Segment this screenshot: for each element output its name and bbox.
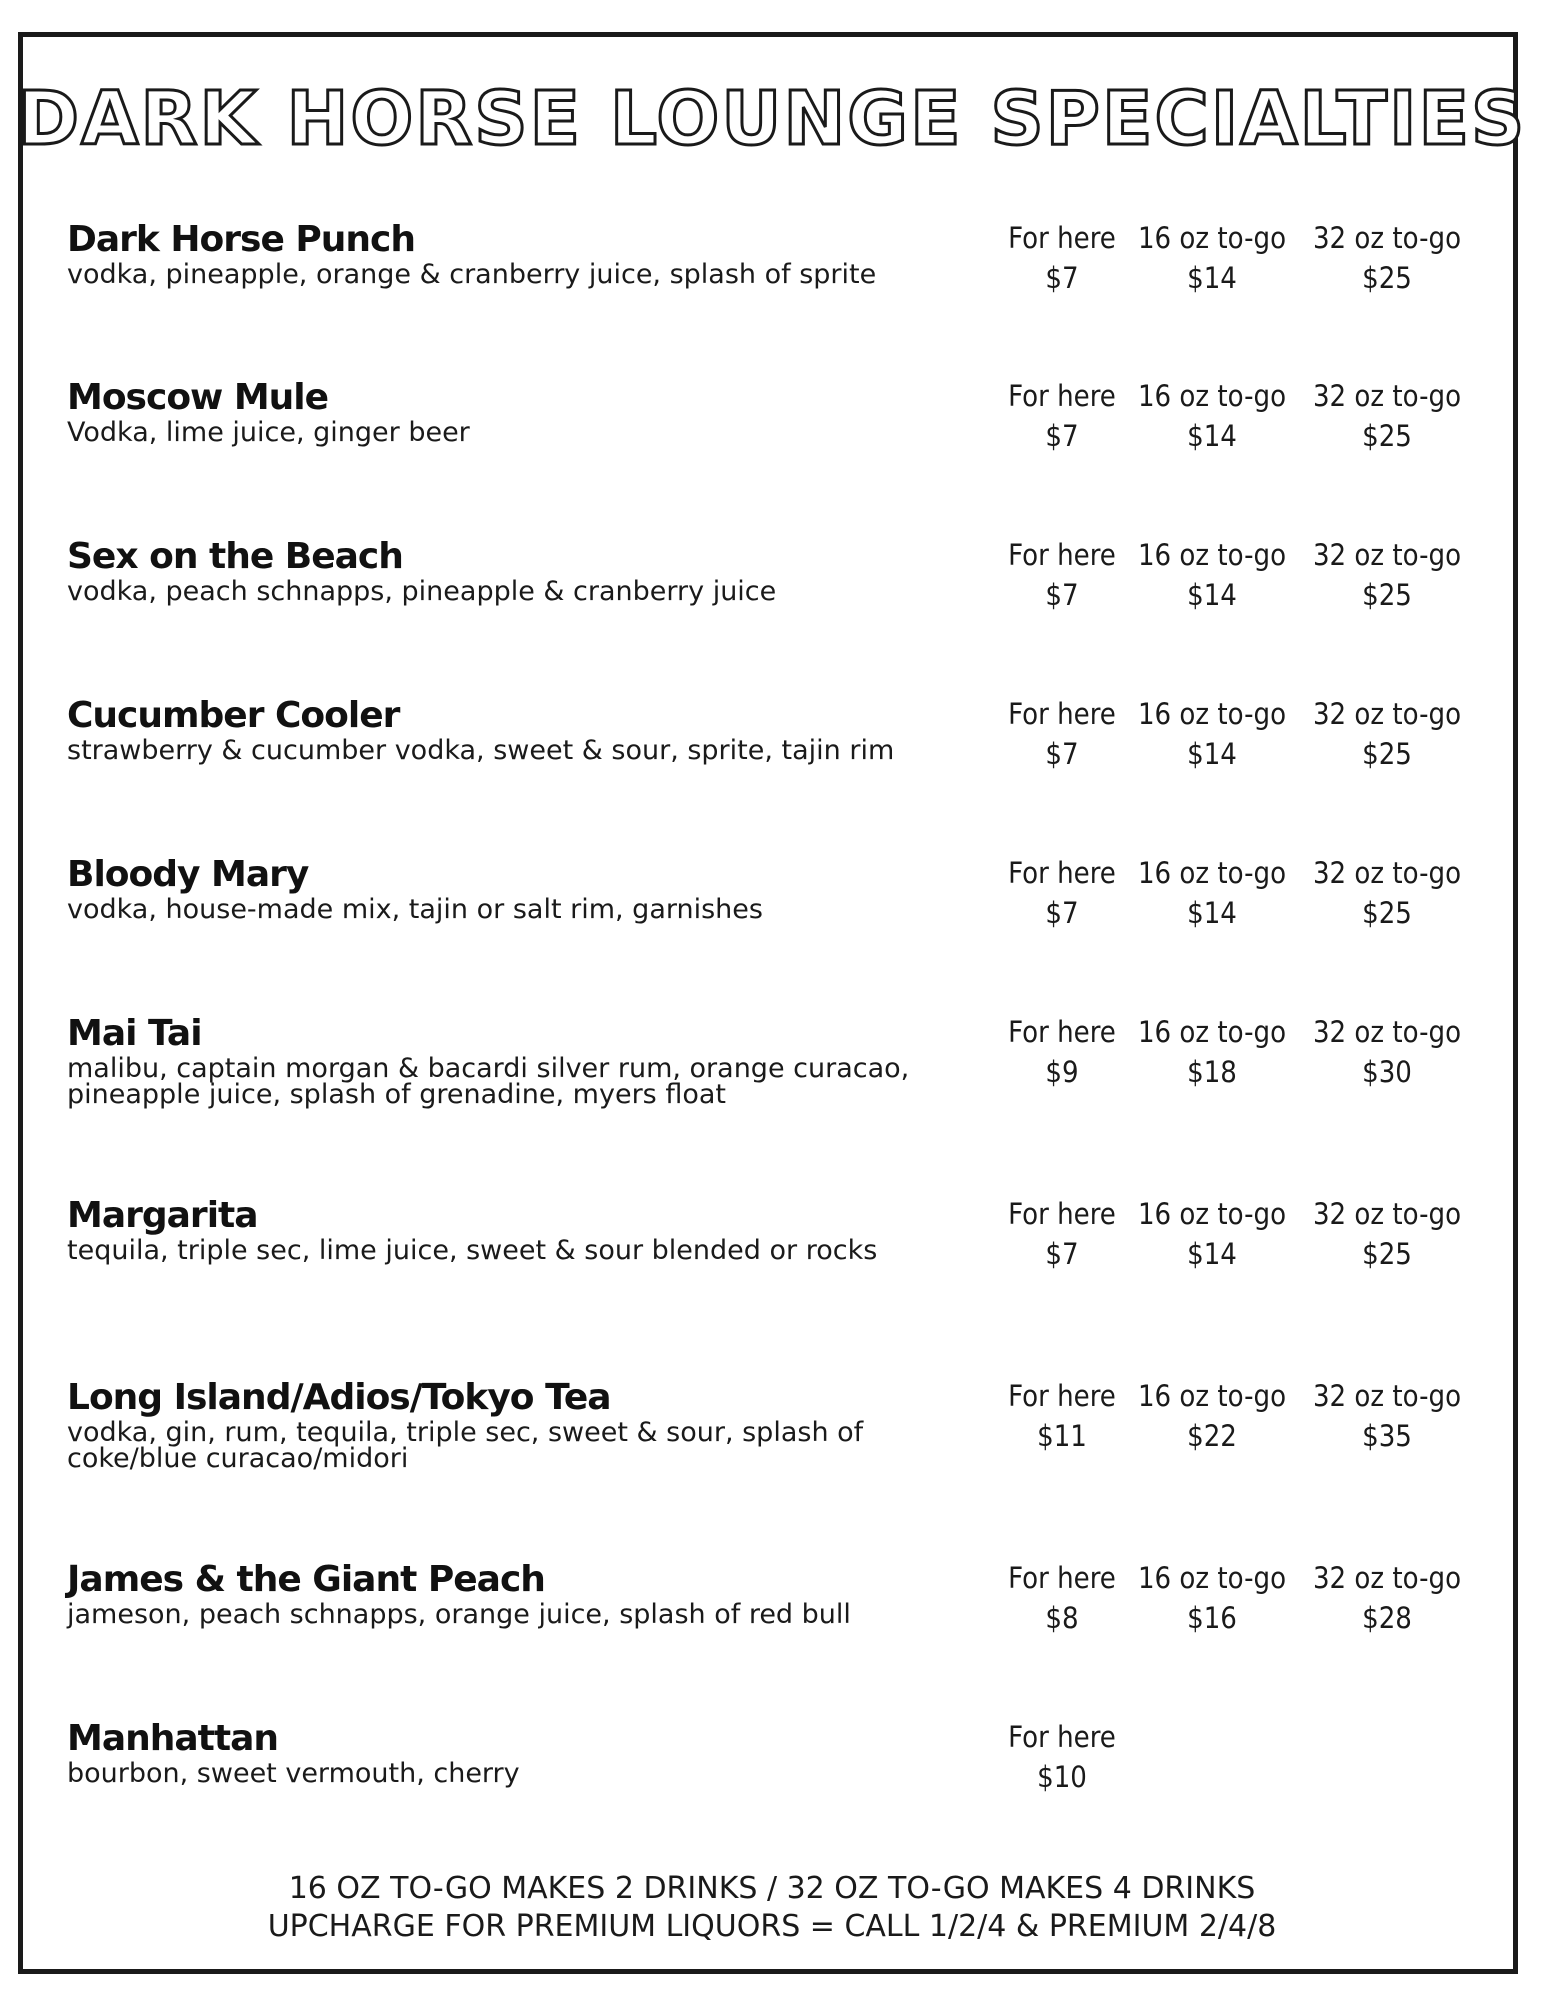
price-label: 32 oz to-go — [1312, 221, 1462, 255]
price-value: $25 — [1362, 419, 1412, 453]
item-description: bourbon, sweet vermouth, cherry — [67, 1758, 520, 1789]
price-label: For here — [1008, 1561, 1116, 1595]
price-label: 16 oz to-go — [1137, 856, 1287, 890]
price-16oz — [1137, 218, 1287, 298]
price-value: $30 — [1362, 1055, 1412, 1089]
menu-item — [67, 1717, 1467, 1837]
price-label: 32 oz to-go — [1312, 1561, 1462, 1595]
price-value: $7 — [1045, 419, 1079, 453]
price-label: For here — [1008, 538, 1116, 572]
item-description: Vodka, lime juice, ginger beer — [67, 417, 470, 448]
price-label: 16 oz to-go — [1137, 697, 1287, 731]
price-for-here — [987, 1012, 1137, 1092]
item-name: Dark Horse Punch — [67, 219, 416, 260]
price-label: 32 oz to-go — [1312, 1379, 1462, 1413]
price-value: $11 — [1037, 1419, 1087, 1453]
price-32oz — [1307, 376, 1467, 456]
price-value: $14 — [1187, 419, 1237, 453]
price-value: $8 — [1045, 1601, 1079, 1635]
price-16oz — [1137, 1558, 1287, 1638]
price-label: For here — [1008, 1197, 1116, 1231]
price-value: $9 — [1045, 1055, 1079, 1089]
price-16oz — [1137, 535, 1287, 615]
price-label: 16 oz to-go — [1137, 1561, 1287, 1595]
item-name: Long Island/Adios/Tokyo Tea — [67, 1377, 611, 1418]
price-value: $7 — [1045, 896, 1079, 930]
price-value: $7 — [1045, 737, 1079, 771]
price-value: $25 — [1362, 261, 1412, 295]
price-32oz — [1307, 218, 1467, 298]
price-for-here — [987, 1558, 1137, 1638]
menu-item — [67, 694, 1467, 814]
price-value: $14 — [1187, 896, 1237, 930]
price-label: For here — [1008, 379, 1116, 413]
price-label: 16 oz to-go — [1137, 221, 1287, 255]
price-label: 32 oz to-go — [1312, 1015, 1462, 1049]
price-label: 32 oz to-go — [1312, 379, 1462, 413]
price-for-here — [987, 1194, 1137, 1274]
price-value: $14 — [1187, 737, 1237, 771]
item-name: Cucumber Cooler — [67, 695, 400, 736]
price-label: 16 oz to-go — [1137, 1379, 1287, 1413]
price-for-here — [987, 535, 1137, 615]
price-16oz — [1137, 1194, 1287, 1274]
price-32oz — [1307, 1012, 1467, 1092]
price-label: For here — [1008, 1015, 1116, 1049]
footer-note-togo: 16 OZ TO-GO MAKES 2 DRINKS / 32 OZ TO-GO MAKES 4 DRINKS — [288, 1871, 1256, 1906]
price-32oz — [1307, 1194, 1467, 1274]
price-value: $35 — [1362, 1419, 1412, 1453]
price-value: $25 — [1362, 737, 1412, 771]
menu-item — [67, 853, 1467, 973]
item-description: vodka, house-made mix, tajin or salt rim, garnishes — [67, 894, 763, 925]
price-32oz — [1307, 1376, 1467, 1456]
price-value: $7 — [1045, 261, 1079, 295]
price-value: $7 — [1045, 578, 1079, 612]
item-description: tequila, triple sec, lime juice, sweet & sour blended or rocks — [67, 1235, 878, 1266]
menu-item — [67, 535, 1467, 655]
item-description: jameson, peach schnapps, orange juice, splash of red bull — [67, 1599, 851, 1630]
price-value: $14 — [1187, 261, 1237, 295]
price-value: $25 — [1362, 1237, 1412, 1271]
price-32oz — [1307, 853, 1467, 933]
menu-item — [67, 1194, 1467, 1314]
item-name: Bloody Mary — [67, 854, 309, 895]
menu-item — [67, 1376, 1467, 1496]
price-label: 32 oz to-go — [1312, 697, 1462, 731]
price-label: For here — [1008, 697, 1116, 731]
price-32oz — [1307, 535, 1467, 615]
price-16oz — [1137, 694, 1287, 774]
price-16oz — [1137, 1376, 1287, 1456]
menu-item — [67, 218, 1467, 338]
price-label: For here — [1008, 1379, 1116, 1413]
price-label: 32 oz to-go — [1312, 856, 1462, 890]
price-value: $7 — [1045, 1237, 1079, 1271]
item-description: malibu, captain morgan & bacardi silver rum, orange curacao, pineapple juice, splash of grenadine, myers float — [67, 1053, 910, 1110]
price-value: $25 — [1362, 578, 1412, 612]
price-16oz — [1137, 1012, 1287, 1092]
price-value: $28 — [1362, 1601, 1412, 1635]
price-label: 16 oz to-go — [1137, 1197, 1287, 1231]
price-value: $18 — [1187, 1055, 1237, 1089]
price-for-here — [987, 694, 1137, 774]
price-label: 32 oz to-go — [1312, 538, 1462, 572]
price-16oz — [1137, 376, 1287, 456]
price-for-here — [987, 218, 1137, 298]
price-for-here — [987, 376, 1137, 456]
price-value: $10 — [1037, 1760, 1087, 1794]
item-description: vodka, pineapple, orange & cranberry juice, splash of sprite — [67, 259, 877, 290]
price-16oz — [1137, 853, 1287, 933]
price-value: $25 — [1362, 896, 1412, 930]
item-description: vodka, peach schnapps, pineapple & cranberry juice — [67, 576, 777, 607]
item-name: Sex on the Beach — [67, 536, 403, 577]
menu-item — [67, 1558, 1467, 1678]
item-name: James & the Giant Peach — [67, 1559, 545, 1600]
price-label: 32 oz to-go — [1312, 1197, 1462, 1231]
menu-item — [67, 376, 1467, 496]
price-value: $16 — [1187, 1601, 1237, 1635]
price-label: 16 oz to-go — [1137, 1015, 1287, 1049]
price-value: $14 — [1187, 578, 1237, 612]
item-description: strawberry & cucumber vodka, sweet & sour, sprite, tajin rim — [67, 735, 895, 766]
price-32oz — [1307, 694, 1467, 774]
item-name: Manhattan — [67, 1718, 279, 1759]
price-label: 16 oz to-go — [1137, 379, 1287, 413]
item-description: vodka, gin, rum, tequila, triple sec, sweet & sour, splash of coke/blue curacao/midori — [67, 1417, 864, 1474]
menu-title: DARK HORSE LOUNGE SPECIALTIES — [17, 76, 1527, 162]
item-name: Moscow Mule — [67, 377, 329, 418]
price-label: For here — [1008, 1720, 1116, 1754]
price-label: For here — [1008, 856, 1116, 890]
price-label: 16 oz to-go — [1137, 538, 1287, 572]
price-value: $22 — [1187, 1419, 1237, 1453]
menu-item — [67, 1012, 1467, 1132]
item-name: Mai Tai — [67, 1013, 202, 1054]
price-32oz — [1307, 1558, 1467, 1638]
price-value: $14 — [1187, 1237, 1237, 1271]
item-name: Margarita — [67, 1195, 258, 1236]
price-for-here — [987, 853, 1137, 933]
price-for-here — [987, 1376, 1137, 1456]
price-for-here — [987, 1717, 1137, 1797]
price-label: For here — [1008, 221, 1116, 255]
footer-note-upcharge: UPCHARGE FOR PREMIUM LIQUORS = CALL 1/2/4 & PREMIUM 2/4/8 — [267, 1909, 1277, 1944]
